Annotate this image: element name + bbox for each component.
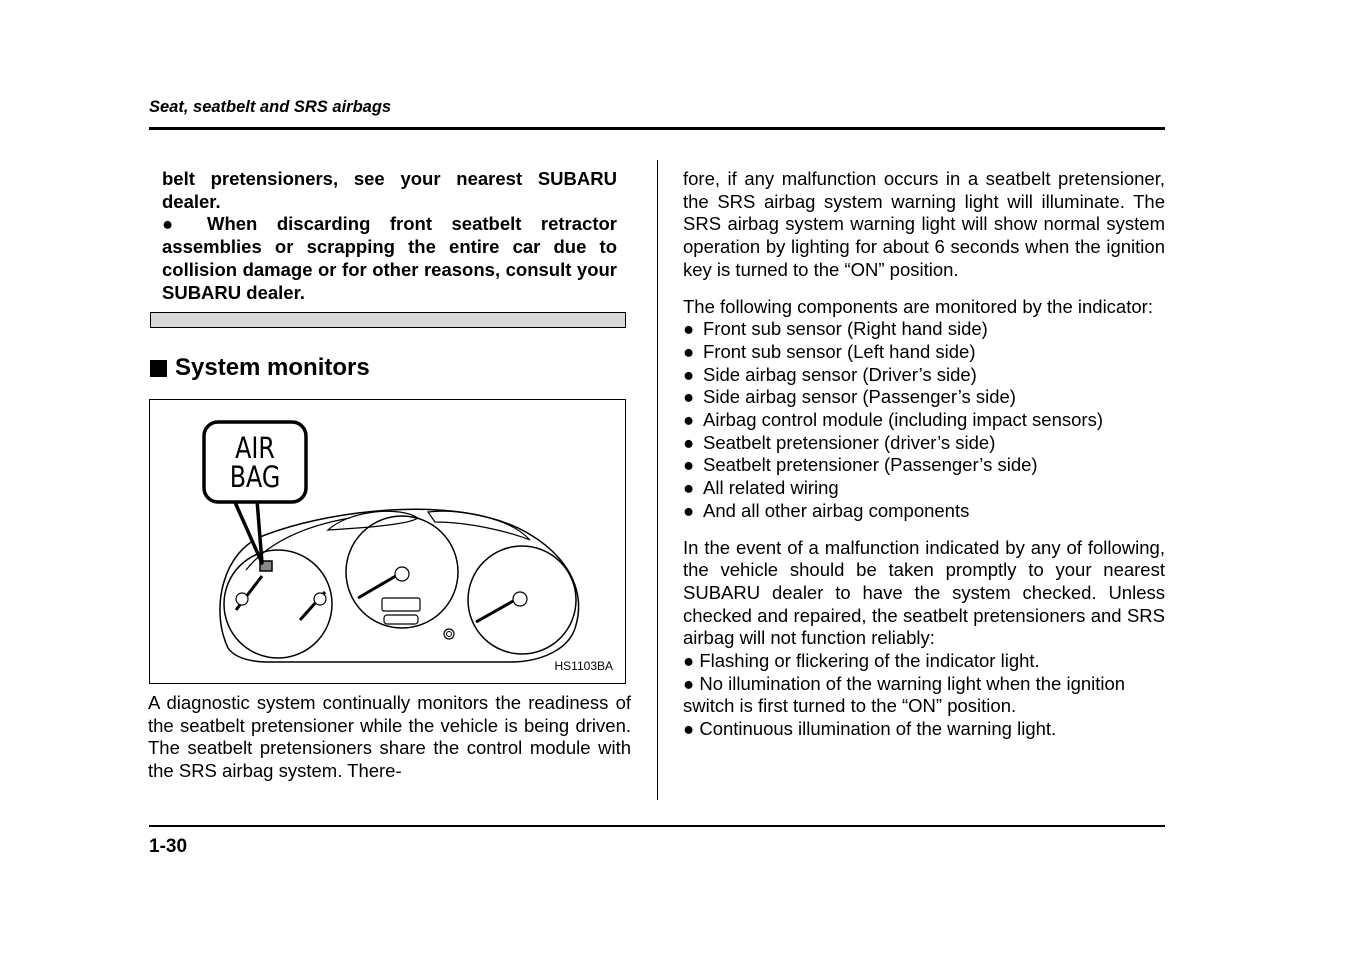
warning-line: belt pretensioners, see your nearest SUBARU dealer. <box>162 168 617 212</box>
section-title: System monitors <box>175 354 370 381</box>
bullet-icon: ● <box>683 650 700 672</box>
column-divider <box>657 160 658 800</box>
bullet-icon: ● <box>683 386 695 408</box>
callout-label-line2: BAG <box>229 460 281 495</box>
callout-label-line1: AIR <box>235 431 275 466</box>
warning-end-bar <box>150 312 626 328</box>
list-item: ● Airbag control module (including impact sensors) <box>683 409 1103 431</box>
page-number: 1-30 <box>149 836 188 857</box>
odometer-display <box>382 598 420 611</box>
bullet-icon: ● <box>683 431 695 453</box>
list-item: ● No illumination of the warning light when the ignition switch is first turned to the “ON” position. <box>683 672 1126 717</box>
bullet-icon: ● <box>683 718 700 740</box>
paragraph-2: The following components are monitored by the indicator: <box>683 295 1153 317</box>
warning-line: ● When discarding front seatbelt retractor assemblies or scrapping the entire car due to collision damage or for other reasons, consult your SUBARU dealer. <box>162 213 617 303</box>
hood-slot-left <box>328 511 418 530</box>
trip-display <box>384 615 418 624</box>
instrument-cluster-figure <box>149 399 626 684</box>
warning-continuation <box>162 168 617 304</box>
components-list <box>683 318 1165 522</box>
bullet-icon: ● <box>683 318 695 340</box>
list-item: ● All related wiring <box>683 477 839 499</box>
running-header: Seat, seatbelt and SRS airbags <box>149 98 392 116</box>
left-body-paragraph: A diagnostic system continually monitors the readiness of the seatbelt pretensioner while the vehicle is being driven. The seatbelt pretensioners share the control module with the SRS airbag system. There- <box>148 692 631 782</box>
bullet-icon: ● <box>683 454 695 476</box>
section-heading <box>150 354 370 382</box>
malfunction-list <box>683 650 1165 741</box>
instrument-cluster-illustration <box>150 400 627 685</box>
list-item: ● And all other airbag components <box>683 499 970 521</box>
bullet-icon: ● <box>683 672 700 694</box>
right-column <box>683 168 1165 741</box>
header-rule <box>149 127 1165 130</box>
hood-slot-right <box>428 511 530 540</box>
list-item: ● Side airbag sensor (Driver’s side) <box>683 363 977 385</box>
bullet-icon: ● <box>683 340 695 362</box>
list-item: ● Front sub sensor (Left hand side) <box>683 340 976 362</box>
figure-code: HS1103BA <box>554 659 613 673</box>
bullet-icon: ● <box>683 499 695 521</box>
square-bullet-icon <box>150 360 167 377</box>
bullet-icon: ● <box>683 409 695 431</box>
list-item: ● Seatbelt pretensioner (driver’s side) <box>683 431 996 453</box>
paragraph-1: fore, if any malfunction occurs in a seatbelt pretensioner, the SRS airbag system warning light will illuminate. The SRS airbag system warning light will show normal system operation by lighting for about 6 seconds when the ignition key is turned to the “ON” position. <box>683 168 1165 280</box>
list-item: ● Continuous illumination of the warning light. <box>683 718 1057 740</box>
list-item: ● Front sub sensor (Right hand side) <box>683 318 988 340</box>
cluster-hood <box>220 509 579 662</box>
footer-rule <box>149 825 1165 827</box>
trip-reset-knob <box>444 629 454 639</box>
paragraph-3: In the event of a malfunction indicated by any of following, the vehicle should be taken promptly to your nearest SUBARU dealer to have the system checked. Unless checked and repaired, the seatbelt pretensioners and SRS airbag will not function reliably: <box>683 536 1165 649</box>
list-item: ● Seatbelt pretensioner (Passenger’s side) <box>683 454 1038 476</box>
bullet-icon: ● <box>683 477 695 499</box>
list-item: ● Side airbag sensor (Passenger’s side) <box>683 386 1016 408</box>
list-item: ● Flashing or flickering of the indicator light. <box>683 650 1040 672</box>
bullet-icon: ● <box>683 363 695 385</box>
